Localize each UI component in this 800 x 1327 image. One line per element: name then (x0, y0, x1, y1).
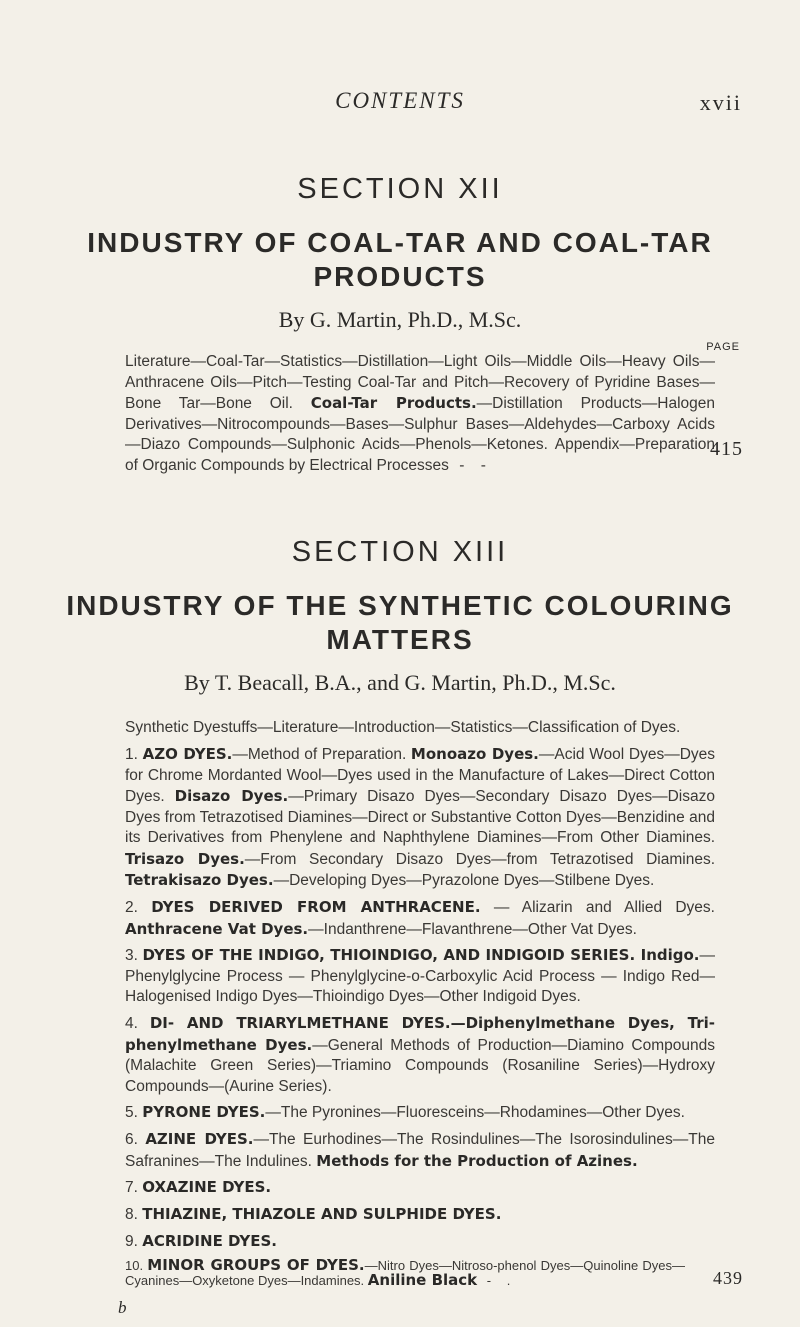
item-text: —The Pyronines—Fluoresceins—Rhodamines—Other Dyes. (265, 1104, 685, 1121)
dot-leader: - . (477, 1273, 517, 1288)
item-heading: DI- AND TRIARYLMETHANE DYES.—Diphenylmethane Dyes, Tri-phenylmethane Dyes. (125, 1014, 715, 1054)
section-13-item-2 (125, 897, 715, 940)
item-heading: DYES DERIVED FROM ANTHRACENE. (151, 898, 481, 916)
item-heading: PYRONE DYES. (142, 1103, 266, 1121)
item-number: 2. (125, 899, 152, 916)
section-13-item-1 (125, 744, 715, 892)
item-number: 6. (125, 1131, 146, 1148)
item-number: 9. (125, 1233, 143, 1250)
item-heading: OXAZINE DYES. (142, 1178, 272, 1196)
item-heading: THIAZINE, THIAZOLE AND SULPHIDE DYES. (142, 1205, 502, 1223)
item-text: —Acid Wool Dyes—Dyes for Chrome Mordanted Wool—Dyes used in the Manufacture of Lakes—Direct Cotton Dyes. (125, 746, 716, 805)
item-number: 10. (125, 1258, 148, 1273)
item-text: —The Eurhodines—The Rosindulines—The Isorosindulines—The Safranines—The Indulines. (125, 1131, 715, 1170)
item-heading: Anthracene Vat Dyes. (125, 919, 309, 938)
item-number: 7. (125, 1179, 143, 1196)
item-text: —Nitro Dyes—Nitroso-phenol Dyes—Quinoline Dyes—Cyanines—Oxyketone Dyes—Indamines. (125, 1258, 686, 1288)
running-head-title: CONTENTS (335, 88, 465, 113)
item-text: —Primary Disazo Dyes—Secondary Disazo Dyes—Disazo Dyes from Tetrazotised Diamines—Direct or Substantive Cotton Dyes—Benzidine and its Derivatives from Phenylene and Naphthylene Diamines—From Other Diamines. (125, 788, 715, 846)
section-12-contents (125, 352, 715, 476)
page-column-label: PAGE (706, 341, 740, 353)
section-13-intro: Synthetic Dyestuffs—Literature—Introduction—Statistics—Classification of Dyes. (125, 719, 681, 736)
dot-leader: - - (448, 456, 492, 474)
item-text: —From Secondary Disazo Dyes—from Tetrazotised Diamines. (244, 850, 716, 868)
item-number: 3. (125, 947, 143, 964)
section-13-item-4 (125, 1013, 715, 1097)
section-13-item-8 (125, 1204, 715, 1226)
item-heading: Methods for the Production of Azines. (316, 1151, 638, 1170)
item-text: — Alizarin and Allied Dyes. (480, 899, 715, 916)
item-heading: Trisazo Dyes. (125, 849, 245, 868)
item-number: 4. (125, 1015, 150, 1032)
section-13-item-3 (125, 945, 715, 1008)
section-12-title: SECTION XII (297, 173, 503, 205)
section-12-text-b: —Distillation Products—Halogen Derivatives—Nitrocompounds—Bases—Sulphur Bases—Aldehydes—Carboxy Acids—Diazo Compounds—Sulphonic Acids—Phenols—Ketones. Appendix—Preparation of Organic Compounds by Electrical Processes (125, 395, 715, 474)
item-heading: Monoazo Dyes. (410, 745, 539, 763)
item-heading: AZINE DYES. (145, 1130, 254, 1148)
section-12-subtitle: INDUSTRY OF COAL-TAR AND COAL-TAR PRODUCTS (87, 227, 713, 292)
item-number: 1. (125, 746, 143, 763)
item-heading: Tetrakisazo Dyes. (125, 871, 274, 889)
section-13-item-6 (125, 1129, 715, 1172)
section-13-title: SECTION XIII (291, 536, 509, 568)
signature-mark: b (118, 1298, 127, 1317)
section-13-item-10 (125, 1258, 685, 1288)
item-text: —Indanthrene—Flavanthrene—Other Vat Dyes. (308, 920, 637, 938)
item-text: —Phenylglycine Process — Phenylglycine-o-Carboxylic Acid Process — Indigo Red—Halogenised Indigo Dyes—Thioindigo Dyes—Other Indigoid Dyes. (125, 947, 715, 1005)
section-12-text-a: Literature—Coal-Tar—Statistics—Distillation—Light Oils—Middle Oils—Heavy Oils—Anthracene Oils—Pitch—Testing Coal-Tar and Pitch—Recovery of Pyridine Bases—Bone Tar—Bone Oil. (125, 353, 715, 412)
item-heading: DYES OF THE INDIGO, THIOINDIGO, AND INDIGOID SERIES. Indigo. (142, 946, 700, 964)
section-12-author: By G. Martin, Ph.D., M.Sc. (278, 307, 522, 332)
item-heading: ACRIDINE DYES. (142, 1232, 278, 1250)
section-13-subtitle: INDUSTRY OF THE SYNTHETIC COLOURING MATTERS (66, 590, 734, 655)
item-heading: MINOR GROUPS OF DYES. (147, 1256, 365, 1274)
section-13-item-7 (125, 1177, 715, 1199)
section-12-bold-heading: Coal-Tar Products. (310, 394, 477, 412)
item-heading: Aniline Black (367, 1271, 478, 1289)
item-text: —General Methods of Production—Diamino Compounds (Malachite Green Series)—Triamino Compounds (Rosaniline Series)—Hydroxy Compounds—(Aurine Series). (125, 1036, 715, 1095)
item-text: —Developing Dyes—Pyrazolone Dyes—Stilbene Dyes. (273, 872, 655, 889)
item-heading: AZO DYES. (142, 745, 233, 763)
item-number: 8. (125, 1206, 143, 1223)
section-13-page-number: 439 (713, 1268, 743, 1288)
folio: xvii (699, 90, 742, 115)
section-13-item-9 (125, 1231, 715, 1253)
section-13-item-5 (125, 1102, 715, 1124)
section-13-author: By T. Beacall, B.A., and G. Martin, Ph.D., M.Sc. (184, 670, 616, 695)
item-heading: Disazo Dyes. (174, 787, 289, 805)
section-12-page-number: 415 (710, 438, 743, 460)
running-head (0, 88, 800, 118)
item-text: —Method of Preparation. (232, 746, 411, 763)
item-number: 5. (125, 1104, 143, 1121)
